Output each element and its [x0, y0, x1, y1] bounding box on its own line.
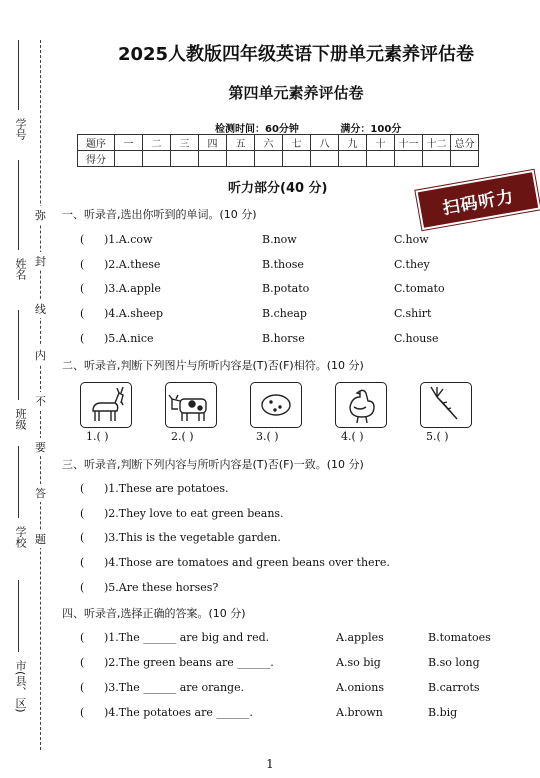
- question-stem: )3.The ______ are orange.: [104, 681, 245, 694]
- score-header-cell: 八: [311, 135, 339, 151]
- score-header-cell: 题序: [78, 135, 115, 151]
- option-b: B.horse: [262, 332, 305, 345]
- answer-bracket[interactable]: (: [80, 258, 85, 271]
- option-a: A.onions: [336, 681, 385, 694]
- score-header-cell: 七: [283, 135, 311, 151]
- class-field[interactable]: [18, 310, 19, 400]
- score-table: [77, 134, 479, 167]
- statement: )1.These are potatoes.: [104, 482, 229, 495]
- picture-answer[interactable]: 1.( ): [86, 430, 109, 443]
- student-id-label: 学号: [14, 118, 27, 140]
- score-cell[interactable]: [367, 151, 395, 167]
- potato-icon: [250, 382, 302, 428]
- score-cell[interactable]: [143, 151, 171, 167]
- option-b: B.big: [428, 706, 458, 719]
- score-cell[interactable]: [311, 151, 339, 167]
- statement: )4.Those are tomatoes and green beans over there.: [104, 556, 390, 569]
- answer-bracket[interactable]: (: [80, 332, 85, 345]
- q3-title: 三、听录音,判断下列内容与所听内容是(T)否(F)一致。(10 分): [62, 458, 364, 471]
- score-cell[interactable]: [395, 151, 423, 167]
- score-header-cell: 一: [115, 135, 143, 151]
- option-b: B.those: [262, 258, 304, 271]
- scan-listen-stamp: 扫码听力: [415, 170, 540, 230]
- answer-bracket[interactable]: (: [80, 531, 85, 544]
- option-a: )5.A.nice: [104, 332, 154, 345]
- answer-bracket[interactable]: (: [80, 631, 85, 644]
- score-header-cell: 十一: [395, 135, 423, 151]
- answer-bracket[interactable]: (: [80, 556, 85, 569]
- answer-bracket[interactable]: (: [80, 656, 85, 669]
- score-cell[interactable]: [199, 151, 227, 167]
- option-a: )1.A.cow: [104, 233, 153, 246]
- question-stem: )4.The potatoes are ______.: [104, 706, 253, 719]
- answer-bracket[interactable]: (: [80, 233, 85, 246]
- answer-bracket[interactable]: (: [80, 482, 85, 495]
- name-label: 姓名: [14, 258, 27, 280]
- picture-answer[interactable]: 4.( ): [341, 430, 364, 443]
- option-b: B.carrots: [428, 681, 480, 694]
- option-b: B.potato: [262, 282, 310, 295]
- option-b: B.tomatoes: [428, 631, 491, 644]
- option-b: B.now: [262, 233, 297, 246]
- score-header-cell: 总分: [451, 135, 479, 151]
- seal-char: 题: [35, 530, 46, 548]
- score-cell[interactable]: [171, 151, 199, 167]
- score-table-header-row: [78, 135, 479, 151]
- score-header-cell: 三: [171, 135, 199, 151]
- school-label: 学校: [14, 526, 27, 548]
- option-a: )3.A.apple: [104, 282, 161, 295]
- listening-section-title: 听力部分(40 分): [228, 181, 328, 196]
- score-cell[interactable]: [451, 151, 479, 167]
- question-stem: )2.The green beans are ______.: [104, 656, 274, 669]
- paper-title: 2025人教版四年级英语下册单元素养评估卷: [117, 44, 475, 65]
- q2-pictures: [80, 382, 480, 446]
- score-cell[interactable]: [115, 151, 143, 167]
- option-c: C.tomato: [394, 282, 445, 295]
- option-a: A.so big: [336, 656, 381, 669]
- goat-icon: [80, 382, 132, 428]
- score-table-score-row: [78, 151, 479, 167]
- option-a: A.apples: [336, 631, 384, 644]
- question-stem: )1.The ______ are big and red.: [104, 631, 270, 644]
- option-c: C.they: [394, 258, 430, 271]
- score-cell[interactable]: [255, 151, 283, 167]
- score-header-cell: 二: [143, 135, 171, 151]
- seal-char: 答: [35, 484, 46, 502]
- seal-char: 封: [35, 252, 46, 270]
- score-cell[interactable]: [283, 151, 311, 167]
- score-header-cell: 十: [367, 135, 395, 151]
- statement: )5.Are these horses?: [104, 581, 219, 594]
- cow-icon: [165, 382, 217, 428]
- school-field[interactable]: [18, 446, 19, 518]
- picture-answer[interactable]: 3.( ): [256, 430, 279, 443]
- binding-strip: [0, 0, 52, 778]
- option-b: B.cheap: [262, 307, 307, 320]
- answer-bracket[interactable]: (: [80, 581, 85, 594]
- score-cell[interactable]: [339, 151, 367, 167]
- score-cell[interactable]: [227, 151, 255, 167]
- seal-char: 不: [35, 392, 46, 410]
- picture-answer[interactable]: 2.( ): [171, 430, 194, 443]
- answer-bracket[interactable]: (: [80, 307, 85, 320]
- option-c: C.house: [394, 332, 439, 345]
- statement: )3.This is the vegetable garden.: [104, 531, 281, 544]
- answer-bracket[interactable]: (: [80, 681, 85, 694]
- page-number: 1: [266, 757, 274, 771]
- paper-subtitle: 第四单元素养评估卷: [228, 84, 364, 102]
- full-score: 满分：100分: [340, 124, 402, 135]
- hen-icon: [335, 382, 387, 428]
- option-a: )4.A.sheep: [104, 307, 164, 320]
- district-field[interactable]: [18, 580, 19, 652]
- picture-answer[interactable]: 5.( ): [426, 430, 449, 443]
- score-cell[interactable]: [423, 151, 451, 167]
- answer-bracket[interactable]: (: [80, 507, 85, 520]
- score-header-cell: 九: [339, 135, 367, 151]
- q4-title: 四、听录音,选择正确的答案。(10 分): [62, 607, 246, 620]
- seal-char: 内: [35, 346, 46, 364]
- score-header-cell: 四: [199, 135, 227, 151]
- option-a: )2.A.these: [104, 258, 161, 271]
- statement: )2.They love to eat green beans.: [104, 507, 284, 520]
- seal-char: 线: [35, 300, 46, 318]
- q1-title: 一、听录音,选出你听到的单词。(10 分): [62, 208, 257, 221]
- district-label: 市(县、区): [14, 660, 27, 713]
- option-b: B.so long: [428, 656, 480, 669]
- score-row-label: 得分: [78, 151, 115, 167]
- exam-meta: [215, 120, 439, 135]
- student-id-field[interactable]: [18, 40, 19, 110]
- exam-time: 检测时间：60分钟: [215, 124, 299, 135]
- score-header-cell: 十二: [423, 135, 451, 151]
- carrot-icon: [420, 382, 472, 428]
- seal-char: 弥: [35, 206, 46, 224]
- answer-bracket[interactable]: (: [80, 706, 85, 719]
- name-field[interactable]: [18, 160, 19, 250]
- score-header-cell: 六: [255, 135, 283, 151]
- option-c: C.how: [394, 233, 429, 246]
- option-c: C.shirt: [394, 307, 432, 320]
- seal-char: 要: [35, 438, 46, 456]
- score-header-cell: 五: [227, 135, 255, 151]
- class-label: 班级: [14, 408, 27, 430]
- answer-bracket[interactable]: (: [80, 282, 85, 295]
- option-a: A.brown: [336, 706, 383, 719]
- q2-title: 二、听录音,判断下列图片与所听内容是(T)否(F)相符。(10 分): [62, 359, 364, 372]
